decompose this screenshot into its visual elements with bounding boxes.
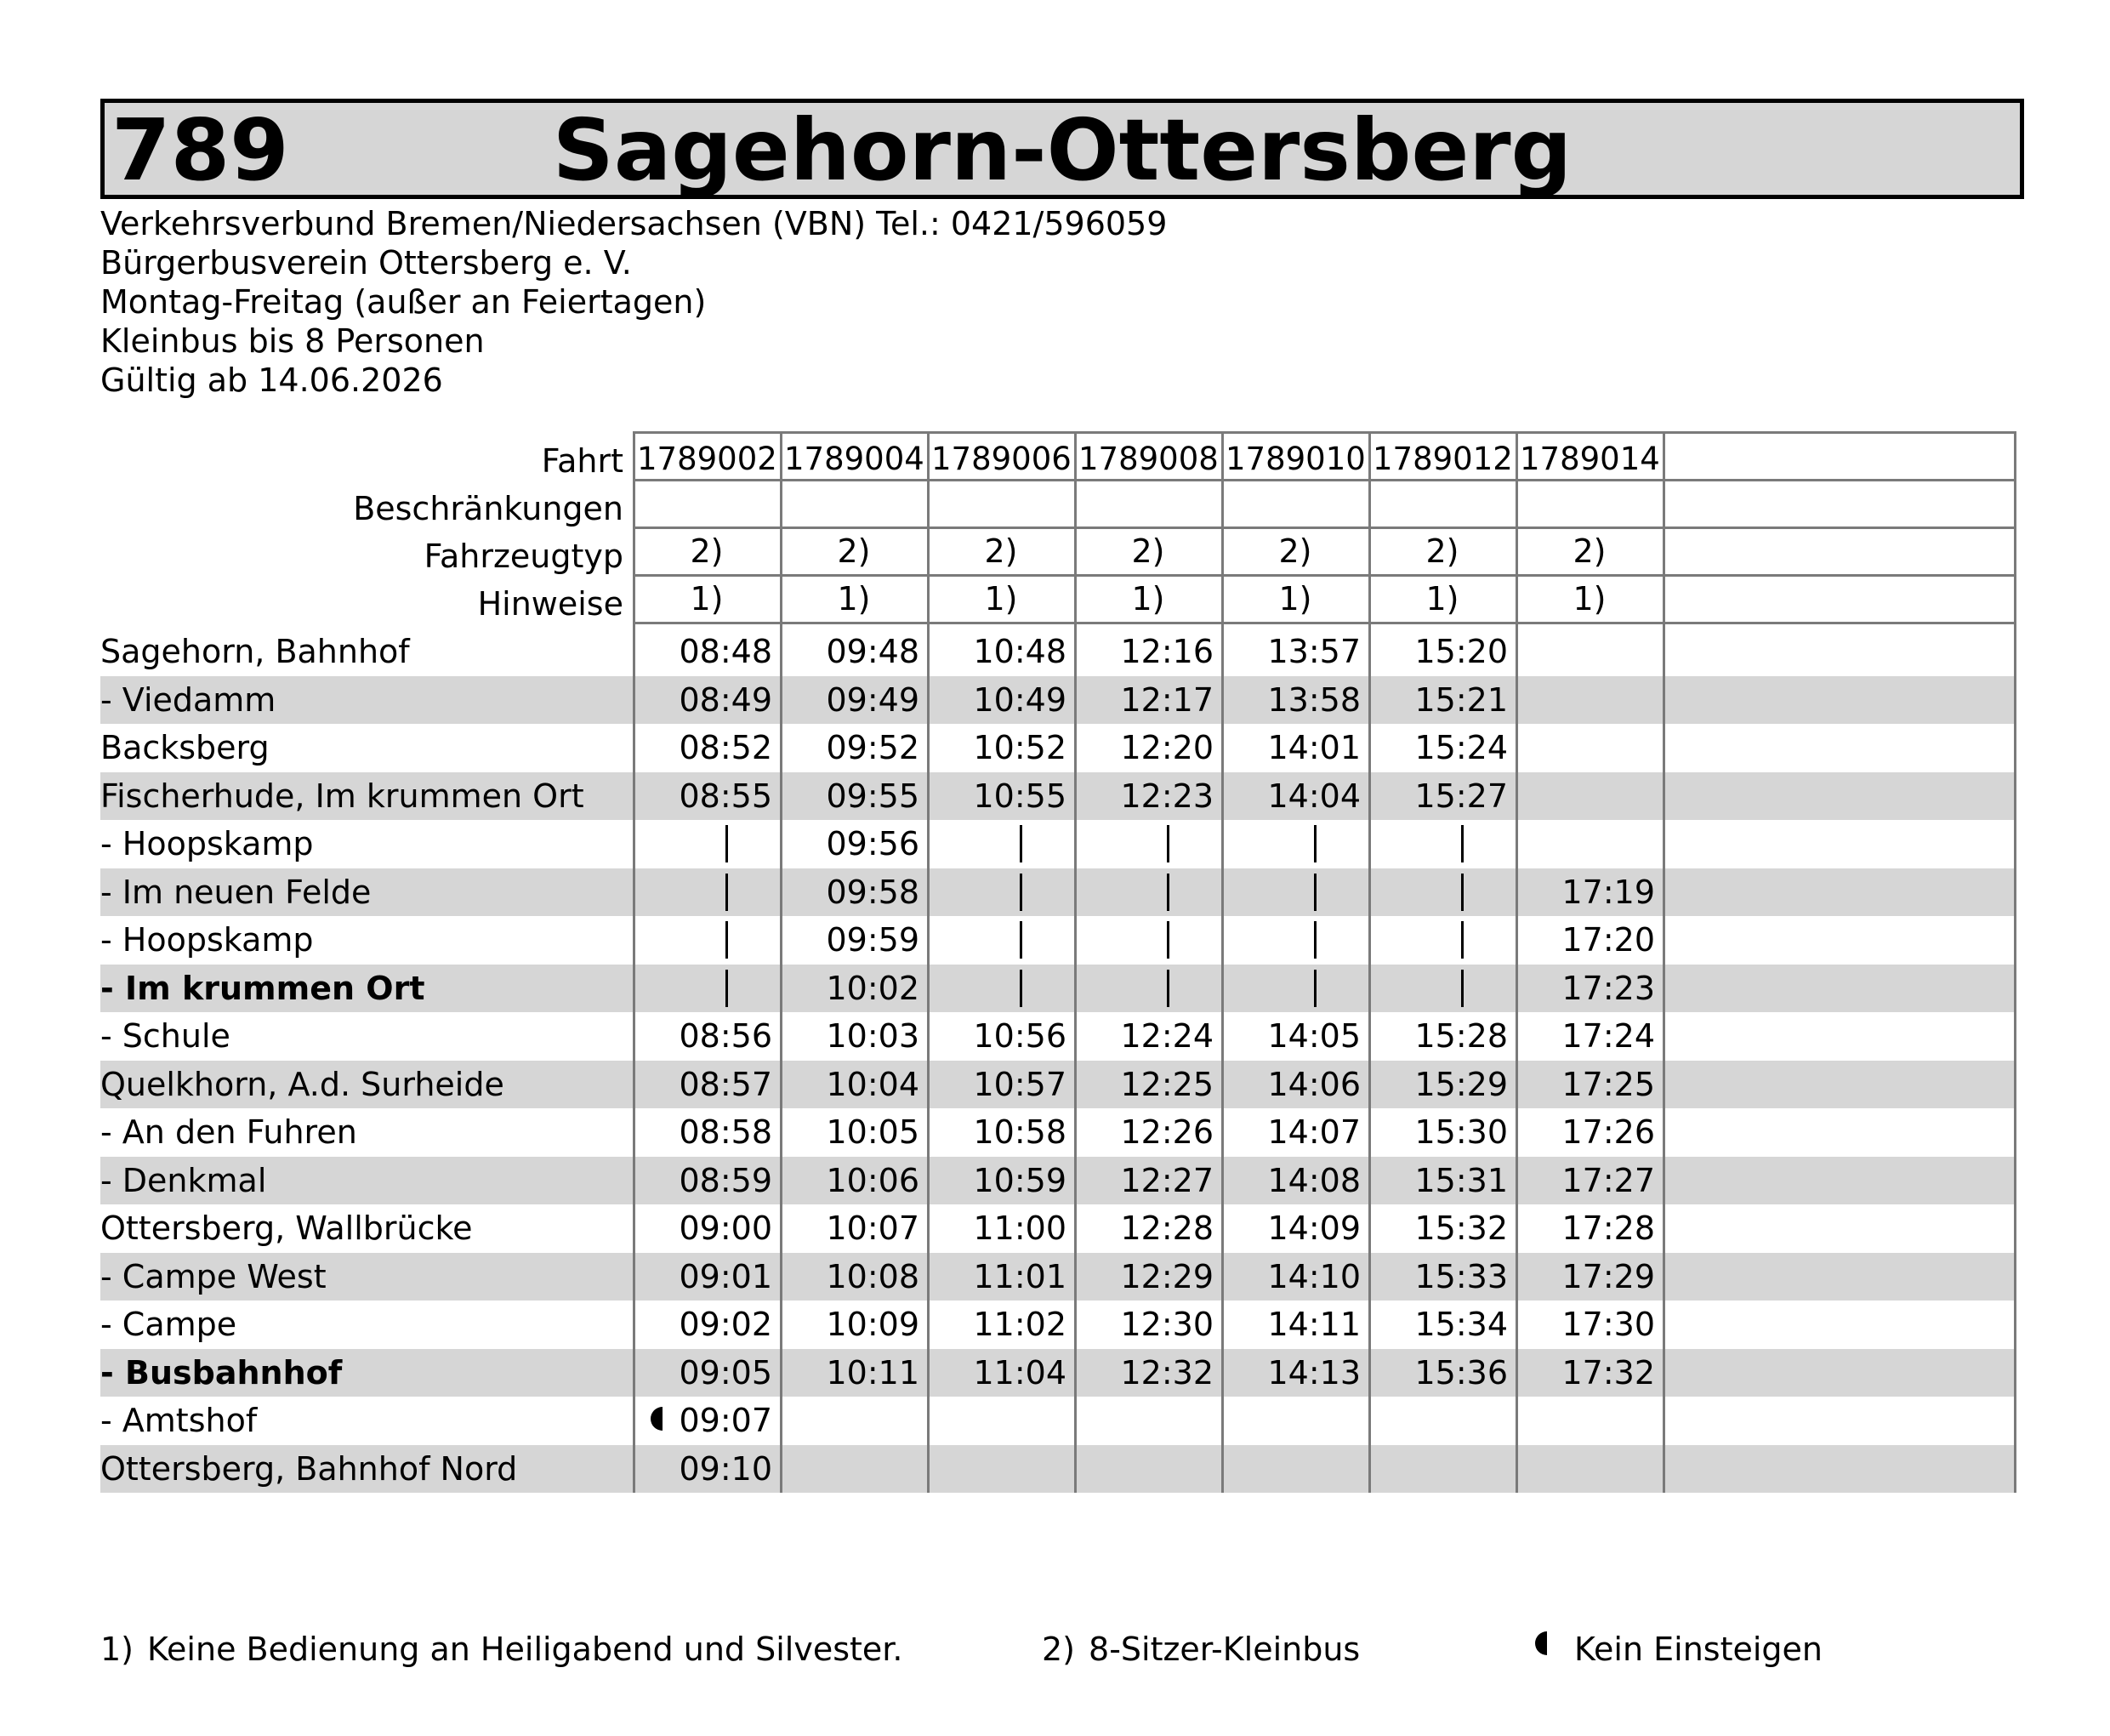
departure-time: 15:27 — [1414, 777, 1508, 815]
restrictions-label: Beschränkungen — [353, 490, 623, 527]
departure-time: 17:30 — [1561, 1306, 1655, 1343]
vehicle-type: 2) — [1573, 532, 1607, 570]
pass-through-mark — [725, 970, 728, 1007]
route-name: Sagehorn-Ottersberg — [552, 100, 1573, 200]
pass-through-mark — [1167, 921, 1169, 959]
departure-time: 14:13 — [1267, 1353, 1361, 1392]
stop-name: - Hoopskamp — [100, 921, 314, 959]
departure-time: 09:49 — [826, 680, 919, 719]
footnote-2 — [1042, 1629, 1360, 1670]
grid-line — [1663, 431, 1665, 1493]
stop-name: - An den Fuhren — [100, 1113, 357, 1151]
pass-through-mark — [1314, 874, 1317, 911]
departure-time: 17:25 — [1561, 1065, 1655, 1103]
departure-time: 10:09 — [826, 1306, 919, 1343]
pass-through-mark — [1461, 825, 1464, 862]
vehicle-type-label: Fahrzeugtyp — [424, 538, 623, 575]
trip-number: 1789006 — [931, 441, 1072, 477]
pass-through-mark — [1167, 825, 1169, 862]
vehicle-type: 2) — [690, 532, 724, 570]
pass-through-mark — [1314, 921, 1317, 959]
departure-time: 17:19 — [1561, 873, 1655, 911]
trip-number: 1789008 — [1078, 441, 1219, 477]
departure-time: 10:58 — [973, 1113, 1066, 1151]
departure-time: 10:48 — [973, 633, 1066, 670]
departure-time: 10:05 — [826, 1113, 919, 1151]
departure-time: 10:04 — [826, 1065, 919, 1103]
footnote-text: Kein Einsteigen — [1574, 1631, 1823, 1668]
departure-time: 12:25 — [1120, 1065, 1214, 1103]
departure-time: 10:07 — [826, 1210, 919, 1247]
stop-name: Ottersberg, Bahnhof Nord — [100, 1449, 518, 1488]
departure-time: 15:24 — [1414, 729, 1508, 766]
stop-name: - Campe — [100, 1306, 237, 1343]
departure-time: 14:07 — [1267, 1113, 1361, 1151]
departure-time: 09:05 — [679, 1353, 772, 1392]
departure-time: 13:57 — [1267, 633, 1361, 670]
stop-name: - Hoopskamp — [100, 825, 314, 862]
vehicle-type: 2) — [837, 532, 871, 570]
departure-time: 15:30 — [1414, 1113, 1508, 1151]
vehicle-type: 2) — [1425, 532, 1459, 570]
departure-time: 14:11 — [1267, 1306, 1361, 1343]
departure-time: 17:32 — [1561, 1353, 1655, 1392]
departure-time: 10:57 — [973, 1065, 1066, 1103]
pass-through-mark — [1461, 970, 1464, 1007]
vehicle-type: 2) — [984, 532, 1018, 570]
departure-time: 12:23 — [1120, 777, 1214, 815]
departure-time: 11:01 — [973, 1257, 1066, 1295]
pass-through-mark — [1314, 825, 1317, 862]
grid-line — [2014, 431, 2016, 1493]
departure-time: 12:28 — [1120, 1210, 1214, 1247]
departure-time: 15:20 — [1414, 633, 1508, 670]
departure-time: 17:23 — [1561, 969, 1655, 1007]
departure-time: 08:52 — [679, 729, 772, 766]
departure-time: 10:06 — [826, 1161, 919, 1199]
departure-time: 14:04 — [1267, 777, 1361, 815]
departure-time: 09:58 — [826, 873, 919, 911]
departure-time: 09:10 — [679, 1449, 772, 1488]
departure-time: 09:02 — [679, 1306, 772, 1343]
info-line-operator-network: Verkehrsverbund Bremen/Niedersachsen (VBN) Tel.: 0421/596059 — [100, 205, 1168, 242]
departure-time: 14:09 — [1267, 1210, 1361, 1247]
departure-time: 10:49 — [973, 680, 1066, 719]
notes-label: Hinweise — [477, 585, 623, 623]
departure-time: 12:17 — [1120, 680, 1214, 719]
stop-name: Quelkhorn, A.d. Surheide — [100, 1065, 504, 1103]
route-number: 789 — [111, 100, 289, 200]
info-line-capacity: Kleinbus bis 8 Personen — [100, 322, 485, 360]
departure-time: 12:32 — [1120, 1353, 1214, 1392]
departure-time: 12:20 — [1120, 729, 1214, 766]
departure-time: 10:55 — [973, 777, 1066, 815]
fahrt-label: Fahrt — [541, 442, 623, 480]
stop-name: - Im neuen Felde — [100, 873, 372, 911]
trip-number: 1789004 — [784, 441, 924, 477]
note-ref: 1) — [837, 580, 871, 618]
stop-name: - Busbahnhof — [100, 1353, 343, 1392]
grid-line — [634, 431, 2016, 434]
note-ref: 1) — [690, 580, 724, 618]
departure-time: 10:02 — [826, 969, 919, 1007]
departure-time: 09:59 — [826, 921, 919, 959]
footnote-marker: 1) — [100, 1631, 134, 1668]
departure-time: 10:59 — [973, 1161, 1066, 1199]
footnote-text: 8-Sitzer-Kleinbus — [1089, 1631, 1361, 1668]
pass-through-mark — [1314, 970, 1317, 1007]
departure-time: 10:52 — [973, 729, 1066, 766]
pass-through-mark — [1020, 874, 1022, 911]
departure-time: 09:48 — [826, 633, 919, 670]
stop-name: Sagehorn, Bahnhof — [100, 633, 410, 670]
departure-time: 08:55 — [679, 777, 772, 815]
departure-time: 17:29 — [1561, 1257, 1655, 1295]
row-shading — [100, 868, 2016, 916]
footnote-marker: 2) — [1042, 1631, 1076, 1668]
departure-time: 11:04 — [973, 1353, 1066, 1392]
departure-time: 08:58 — [679, 1113, 772, 1151]
departure-time: 09:52 — [826, 729, 919, 766]
info-line-days: Montag-Freitag (außer an Feiertagen) — [100, 283, 707, 321]
departure-time: 14:08 — [1267, 1161, 1361, 1199]
departure-time: 15:31 — [1414, 1161, 1508, 1199]
info-line-association: Bürgerbusverein Ottersberg e. V. — [100, 244, 632, 282]
departure-time: 13:58 — [1267, 680, 1361, 719]
departure-time: 15:29 — [1414, 1065, 1508, 1103]
departure-time: 08:56 — [679, 1017, 772, 1055]
no-boarding-icon — [1535, 1631, 1547, 1655]
route-info — [100, 204, 1167, 400]
note-ref: 1) — [1573, 580, 1607, 618]
departure-time: 12:26 — [1120, 1113, 1214, 1151]
route-header — [100, 99, 2024, 199]
info-line-validity: Gültig ab 14.06.2026 — [100, 361, 443, 399]
departure-time: 12:27 — [1120, 1161, 1214, 1199]
departure-time: 09:01 — [679, 1257, 772, 1295]
stop-name: Ottersberg, Wallbrücke — [100, 1210, 473, 1247]
stop-name: - Viedamm — [100, 680, 276, 719]
stop-name: - Campe West — [100, 1257, 327, 1295]
footnote-3 — [1535, 1629, 1823, 1670]
departure-time: 09:55 — [826, 777, 919, 815]
departure-time: 12:30 — [1120, 1306, 1214, 1343]
departure-time: 08:49 — [679, 680, 772, 719]
departure-time: 15:36 — [1414, 1353, 1508, 1392]
stop-name: Backsberg — [100, 729, 270, 766]
departure-time: 17:27 — [1561, 1161, 1655, 1199]
note-ref: 1) — [1278, 580, 1312, 618]
departure-time: 08:59 — [679, 1161, 772, 1199]
departure-time: 09:00 — [679, 1210, 772, 1247]
pass-through-mark — [1461, 921, 1464, 959]
footnote-1 — [100, 1629, 903, 1670]
pass-through-mark — [725, 921, 728, 959]
departure-time: 12:16 — [1120, 633, 1214, 670]
departure-time: 17:28 — [1561, 1210, 1655, 1247]
departure-time: 17:20 — [1561, 921, 1655, 959]
stop-name: - Schule — [100, 1017, 230, 1055]
pass-through-mark — [1020, 970, 1022, 1007]
pass-through-mark — [1167, 970, 1169, 1007]
pass-through-mark — [725, 874, 728, 911]
pass-through-mark — [1167, 874, 1169, 911]
departure-time: 09:07 — [679, 1402, 772, 1439]
stop-name: - Im krummen Ort — [100, 969, 425, 1007]
vehicle-type: 2) — [1278, 532, 1312, 570]
departure-time: 15:34 — [1414, 1306, 1508, 1343]
departure-time: 11:00 — [973, 1210, 1066, 1247]
departure-time: 14:06 — [1267, 1065, 1361, 1103]
trip-number: 1789012 — [1373, 441, 1513, 477]
trip-number: 1789014 — [1520, 441, 1660, 477]
departure-time: 10:08 — [826, 1257, 919, 1295]
departure-time: 10:56 — [973, 1017, 1066, 1055]
note-ref: 1) — [1131, 580, 1165, 618]
pass-through-mark — [1020, 825, 1022, 862]
vehicle-type: 2) — [1131, 532, 1165, 570]
departure-time: 12:29 — [1120, 1257, 1214, 1295]
departure-time: 08:57 — [679, 1065, 772, 1103]
note-ref: 1) — [984, 580, 1018, 618]
pass-through-mark — [725, 825, 728, 862]
departure-time: 14:05 — [1267, 1017, 1361, 1055]
departure-time: 11:02 — [973, 1306, 1066, 1343]
departure-time: 15:28 — [1414, 1017, 1508, 1055]
departure-time: 10:03 — [826, 1017, 919, 1055]
departure-time: 14:10 — [1267, 1257, 1361, 1295]
pass-through-mark — [1020, 921, 1022, 959]
departure-time: 17:24 — [1561, 1017, 1655, 1055]
footnote-text: Keine Bedienung an Heiligabend und Silvester. — [147, 1631, 903, 1668]
trip-number: 1789010 — [1226, 441, 1366, 477]
stop-name: - Amtshof — [100, 1402, 258, 1439]
departure-time: 08:48 — [679, 633, 772, 670]
departure-time: 14:01 — [1267, 729, 1361, 766]
departure-time: 15:33 — [1414, 1257, 1508, 1295]
departure-time: 09:56 — [826, 825, 919, 862]
trip-number: 1789002 — [637, 441, 777, 477]
departure-time: 15:21 — [1414, 680, 1508, 719]
stop-name: Fischerhude, Im krummen Ort — [100, 777, 584, 815]
note-ref: 1) — [1425, 580, 1459, 618]
departure-time: 12:24 — [1120, 1017, 1214, 1055]
stop-name: - Denkmal — [100, 1161, 267, 1199]
departure-time: 17:26 — [1561, 1113, 1655, 1151]
pass-through-mark — [1461, 874, 1464, 911]
departure-time: 10:11 — [826, 1353, 919, 1392]
departure-time: 15:32 — [1414, 1210, 1508, 1247]
